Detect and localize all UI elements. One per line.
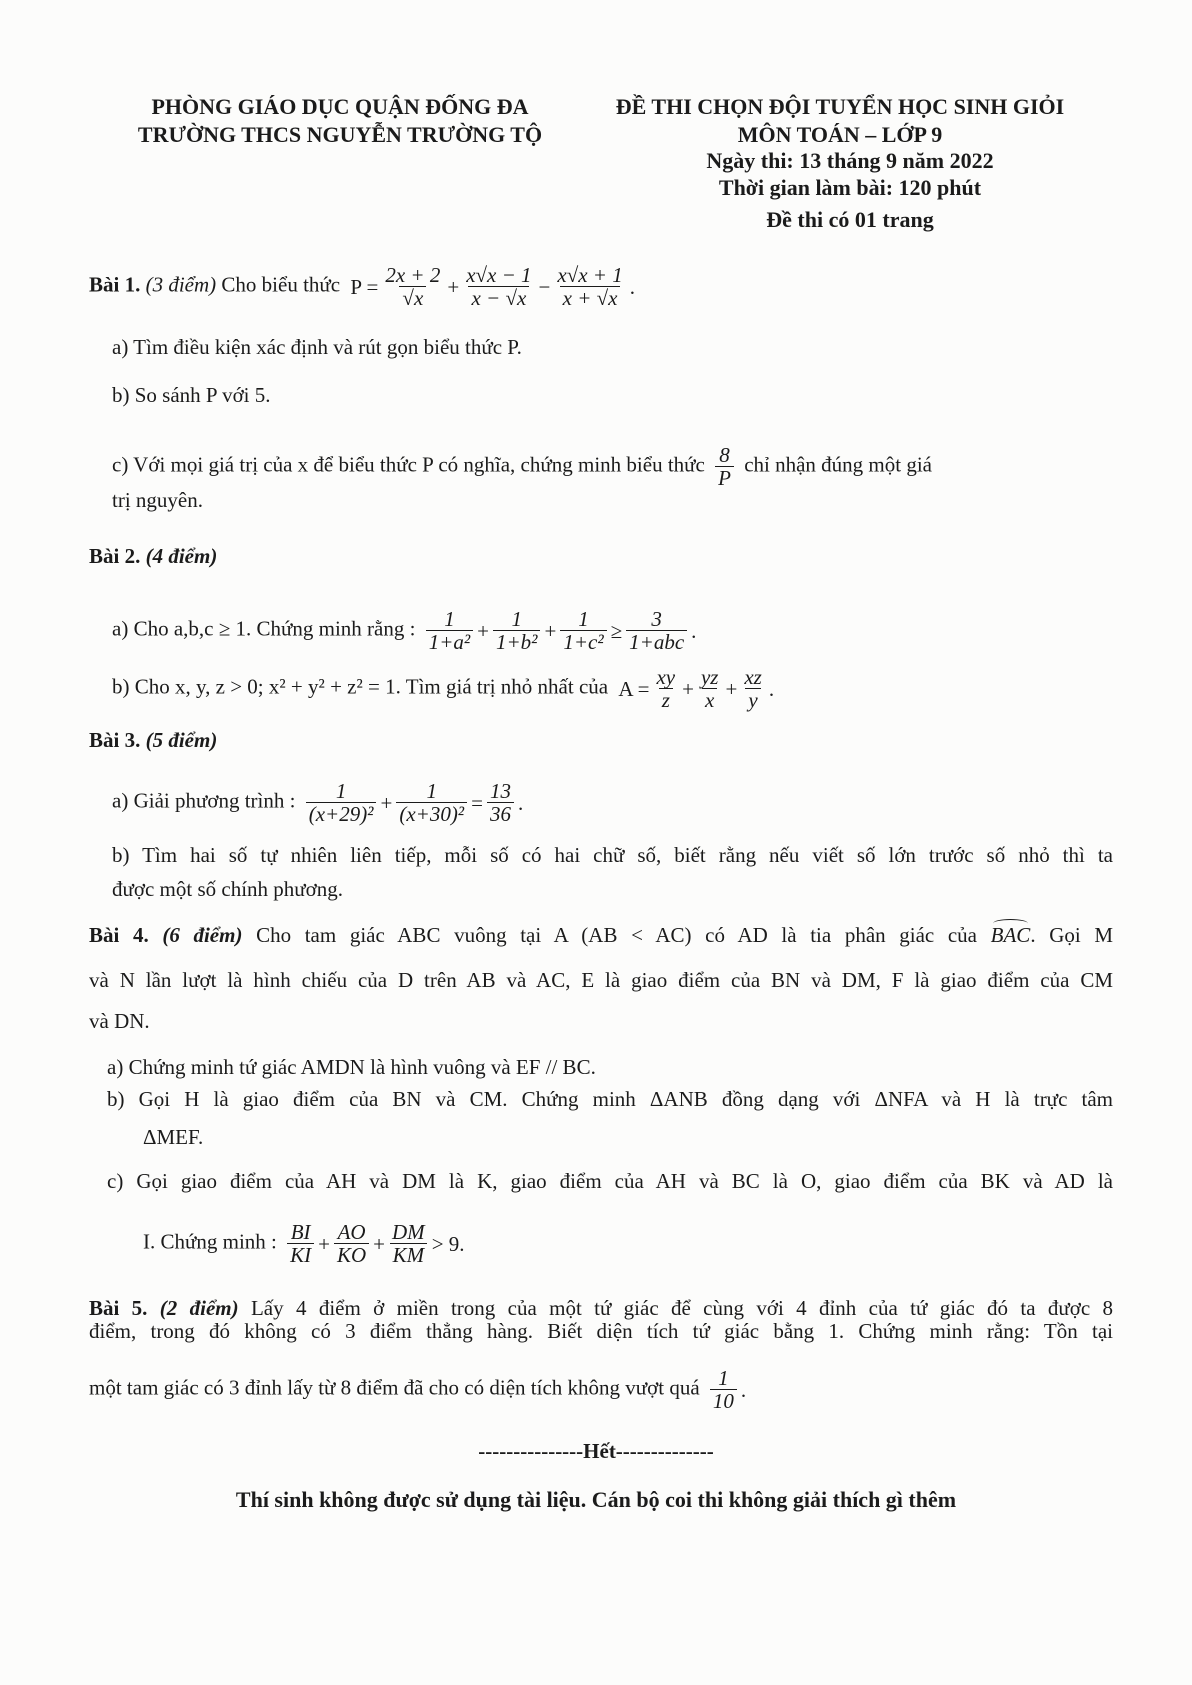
problem-5-label: Bài 5.	[89, 1296, 148, 1320]
fraction-denominator: (x+30)²	[396, 802, 467, 825]
fraction-numerator: 2x + 2	[385, 263, 441, 287]
school-name: TRƯỜNG THCS NGUYỄN TRƯỜNG TỘ	[137, 122, 543, 147]
problem-5-points: (2 điểm)	[159, 1296, 239, 1320]
problem-1-statement	[89, 264, 640, 309]
problem-4c: c) Gọi giao điểm của AH và DM là K, giao điểm của AH và BC là O, giao điểm của BK và AD là	[107, 1169, 1113, 1193]
formula-operator: .	[740, 1377, 747, 1402]
department-name: PHÒNG GIÁO DỤC QUẬN ĐỐNG ĐA	[151, 94, 529, 119]
formula-operator: +	[682, 676, 694, 701]
formula-operator: =	[471, 790, 483, 815]
problem-1c-formula	[713, 444, 736, 489]
formula-fraction	[626, 608, 687, 653]
problem-4-line-3: và DN.	[89, 1009, 150, 1033]
problem-2b-text: b) Cho x, y, z > 0; x² + y² + z² = 1. Tìm giá trị nhỏ nhất của	[112, 674, 609, 699]
problem-2a	[112, 608, 701, 653]
formula-fraction	[493, 608, 540, 653]
problem-2a-formula	[424, 608, 699, 653]
problem-1c-text: c) Với mọi giá trị của x để biểu thức P có nghĩa, chứng minh biểu thức	[112, 452, 705, 477]
formula-fraction	[554, 264, 625, 309]
formula-fraction	[710, 1367, 737, 1412]
fraction-denominator: x + √x	[560, 286, 621, 309]
formula-fraction	[463, 264, 534, 309]
formula-fraction	[396, 780, 467, 825]
formula-operator: +	[447, 274, 460, 299]
fraction-numerator: xz	[744, 665, 762, 689]
problem-4-text-end: . Gọi M	[1030, 923, 1113, 947]
fraction-denominator: z	[659, 688, 673, 711]
end-marker: ---------------Hết--------------	[478, 1439, 714, 1463]
footer-note: Thí sinh không được sử dụng tài liệu. Cán bộ coi thi không giải thích gì thêm	[235, 1487, 957, 1512]
problem-5-line-3	[89, 1367, 751, 1412]
fraction-numerator: BI	[290, 1220, 311, 1244]
problem-1-points: (3 điểm)	[145, 272, 217, 297]
problem-1a: a) Tìm điều kiện xác định và rút gọn biểu thức P.	[112, 335, 522, 359]
problem-4-label: Bài 4.	[89, 923, 149, 947]
problem-5-line-2: điểm, trong đó không có 3 điểm thẳng hàng. Biết diện tích tứ giác bằng 1. Chứng minh rằng: Tồn tại	[89, 1319, 1113, 1343]
fraction-numerator: 1	[426, 779, 437, 803]
formula-fraction	[389, 1221, 428, 1266]
problem-4b-continuation: ΔMEF.	[143, 1125, 204, 1149]
problem-4-line-1	[89, 922, 1113, 948]
exam-date: Ngày thi: 13 tháng 9 năm 2022	[706, 148, 994, 173]
fraction-denominator: 1+abc	[626, 630, 687, 653]
fraction-numerator: AO	[337, 1220, 366, 1244]
problem-1c-text-end: chỉ nhận đúng một giá	[744, 452, 933, 477]
formula-fraction	[306, 780, 377, 825]
angle-bac: BAC	[990, 923, 1031, 947]
problem-2-heading	[89, 543, 217, 569]
fraction-denominator: (x+29)²	[306, 802, 377, 825]
fraction-denominator: KO	[334, 1243, 369, 1266]
formula-operator: −	[538, 274, 551, 299]
fraction-denominator: 36	[487, 802, 514, 825]
problem-1b: b) So sánh P với 5.	[112, 383, 271, 407]
fraction-denominator: √x	[399, 286, 426, 309]
formula-fraction	[741, 666, 765, 711]
problem-5-formula	[708, 1367, 748, 1412]
problem-3-points: (5 điểm)	[145, 728, 218, 752]
problem-1-label: Bài 1.	[89, 272, 141, 297]
formula-operator: +	[725, 676, 738, 701]
problem-3a-formula	[304, 780, 526, 825]
fraction-numerator: 1	[578, 607, 589, 631]
formula-fraction	[698, 666, 722, 711]
problem-1c	[112, 444, 932, 489]
formula-fraction	[560, 608, 606, 653]
formula-fraction	[715, 444, 734, 489]
problem-4c-continuation	[143, 1221, 470, 1266]
fraction-numerator: DM	[392, 1220, 425, 1244]
problem-3a	[112, 780, 528, 825]
formula-fraction	[334, 1221, 369, 1266]
fraction-numerator: x√x − 1	[466, 263, 532, 287]
fraction-denominator: 1+c²	[560, 630, 606, 653]
formula-operator: A =	[618, 676, 650, 701]
problem-1c-continuation: trị nguyên.	[112, 488, 203, 512]
fraction-denominator: 10	[710, 1389, 737, 1412]
formula-fraction	[487, 780, 514, 825]
problem-5-text-end: một tam giác có 3 đỉnh lấy từ 8 điểm đã cho có diện tích không vượt quá	[89, 1375, 700, 1400]
problem-4b: b) Gọi H là giao điểm của BN và CM. Chứng minh ΔANB đồng dạng với ΔNFA và H là trực tâm	[107, 1087, 1113, 1111]
problem-4c-text: I. Chứng minh :	[143, 1229, 277, 1254]
fraction-denominator: x − √x	[468, 286, 529, 309]
fraction-denominator: KM	[390, 1243, 428, 1266]
formula-fraction	[426, 608, 473, 653]
formula-operator: ≥	[610, 618, 623, 643]
formula-operator: P =	[350, 274, 379, 299]
formula-operator: > 9.	[431, 1231, 465, 1256]
formula-operator: .	[768, 676, 775, 701]
fraction-numerator: 13	[489, 779, 511, 803]
fraction-numerator: 8	[719, 443, 730, 467]
page-count: Đề thi có 01 trang	[766, 207, 934, 232]
problem-2-points: (4 điểm)	[145, 544, 218, 568]
formula-operator: .	[517, 790, 524, 815]
problem-4-text: Cho tam giác ABC vuông tại A (AB < AC) có AD là tia phân giác của	[256, 923, 978, 947]
formula-operator: +	[380, 790, 393, 815]
formula-operator: +	[373, 1231, 386, 1256]
formula-operator: +	[544, 618, 557, 643]
fraction-denominator: 1+b²	[493, 630, 540, 653]
formula-operator: +	[318, 1231, 330, 1256]
problem-2b-formula	[616, 666, 776, 711]
exam-duration: Thời gian làm bài: 120 phút	[718, 175, 982, 200]
fraction-denominator: y	[745, 688, 760, 711]
exam-title: ĐỀ THI CHỌN ĐỘI TUYỂN HỌC SINH GIỎI	[615, 94, 1065, 119]
fraction-numerator: 1	[718, 1366, 729, 1390]
formula-operator: .	[691, 618, 697, 643]
problem-4-line-2: và N lần lượt là hình chiếu của D trên AB và AC, E là giao điểm của BN và DM, F là giao điểm của CM	[89, 968, 1113, 992]
problem-4a: a) Chứng minh tứ giác AMDN là hình vuông và EF // BC.	[107, 1055, 596, 1079]
problem-2a-text: a) Cho a,b,c ≥ 1. Chứng minh rằng :	[112, 616, 416, 641]
fraction-numerator: 3	[651, 607, 662, 631]
problem-5-text: Lấy 4 điểm ở miền trong của một tứ giác để cùng với 4 đỉnh của tứ giác đó ta được 8	[250, 1296, 1114, 1320]
fraction-numerator: xy	[656, 665, 676, 689]
formula-operator: +	[477, 618, 490, 643]
problem-4-points: (6 điểm)	[162, 923, 243, 947]
problem-2b	[112, 666, 779, 711]
problem-3-heading	[89, 727, 217, 753]
problem-3b-continuation: được một số chính phương.	[112, 877, 344, 901]
problem-4c-formula	[285, 1221, 466, 1266]
fraction-numerator: 1	[335, 779, 347, 803]
fraction-denominator: P	[715, 466, 734, 489]
problem-3b: b) Tìm hai số tự nhiên liên tiếp, mỗi số có hai chữ số, biết rằng nếu viết số lớn trước số nhỏ thì ta	[112, 843, 1113, 867]
fraction-denominator: KI	[287, 1243, 314, 1266]
problem-1-formula	[348, 264, 637, 309]
fraction-denominator: x	[702, 688, 717, 711]
fraction-denominator: 1+a²	[426, 630, 473, 653]
problem-3a-text: a) Giải phương trình :	[112, 788, 296, 813]
problem-3-label: Bài 3.	[89, 728, 141, 752]
exam-subject: MÔN TOÁN – LỚP 9	[737, 122, 943, 147]
formula-operator: .	[629, 274, 635, 299]
formula-fraction	[653, 666, 678, 711]
fraction-numerator: 1	[444, 607, 455, 631]
formula-fraction	[287, 1221, 314, 1266]
fraction-numerator: x√x + 1	[557, 263, 623, 287]
formula-fraction	[382, 264, 443, 309]
fraction-numerator: 1	[511, 607, 522, 631]
problem-1-text: Cho biểu thức	[221, 272, 341, 297]
problem-2-label: Bài 2.	[89, 544, 141, 568]
fraction-numerator: yz	[700, 665, 719, 689]
